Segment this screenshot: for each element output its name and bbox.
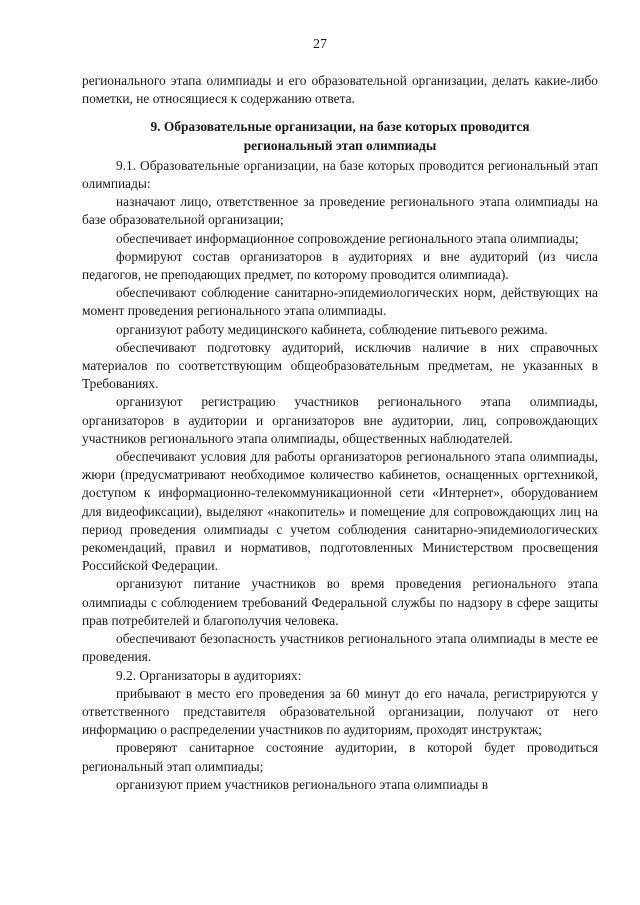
paragraph-9-2: 9.2. Организаторы в аудиториях: — [116, 667, 302, 683]
paragraph: формируют состав организаторов в аудиториях и вне аудиторий (из числа педагогов, не преподающих предмет, по которому проводится олимпиада). — [82, 248, 598, 283]
section-heading: 9. Образовательные организации, на базе которых проводится региональный этап олимпиады — [150, 119, 530, 153]
paragraph: обеспечивают условия для работы организаторов регионального этапа олимпиады, жюри (предусматривают необходимое количество кабинетов, оснащенных оргтехникой, доступом к информационно-телекоммуникационной сети «Интернет», оборудованием для видеофиксации), выделяют «накопитель» и помещение для сопровождающих лиц на период проведения олимпиады с учетом соблюдения санитарно-эпидемиологических рекомендаций, правил и нормативов, подготовленных Министерством просвещения Российской Федерации. — [82, 449, 598, 574]
paragraph: организуют регистрацию участников регионального этапа олимпиады, организаторов в аудитории и организаторов вне аудитории, лиц, сопровождающих участников регионального этапа олимпиады, общественных наблюдателей. — [82, 394, 598, 446]
document-body — [82, 72, 598, 794]
intro-paragraph: регионального этапа олимпиады и его образовательной организации, делать какие-либо пометки, не относящиеся к содержанию ответа. — [82, 73, 598, 107]
paragraph-9-1: 9.1. Образовательные организации, на базе которых проводится региональный этап олимпиады: — [82, 157, 598, 192]
paragraph: обеспечивают безопасность участников регионального этапа олимпиады в месте ее проведения. — [82, 631, 598, 665]
paragraph: обеспечивают подготовку аудиторий, исключив наличие в них справочных материалов по соответствующим общеобразовательным предметам, не указанных в Требованиях. — [82, 339, 598, 392]
paragraph: организуют прием участников регионального этапа олимпиады в — [116, 776, 489, 792]
paragraph: назначают лицо, ответственное за проведение регионального этапа олимпиады на базе образовательной организации; — [82, 194, 598, 228]
paragraph: прибывают в место его проведения за 60 минут до его начала, регистрируются у ответственного представителя образовательной организации, получают от него информацию о распределении участников по аудиториям, проходят инструктаж; — [82, 685, 598, 738]
page-number: 27 — [313, 37, 327, 52]
paragraph: организуют питание участников во время проведения регионального этапа олимпиады с соблюдением требований Федеральной службы по надзору в сфере защиты прав потребителей и благополучия человека. — [82, 576, 598, 628]
paragraph: проверяют санитарное состояние аудитории, в которой будет проводиться региональный этап олимпиады; — [82, 740, 598, 774]
paragraph: обеспечивают соблюдение санитарно-эпидемиологических норм, действующих на момент проведения регионального этапа олимпиады. — [82, 285, 598, 319]
paragraph: обеспечивает информационное сопровождение регионального этапа олимпиады; — [116, 230, 579, 246]
paragraph: организуют работу медицинского кабинета, соблюдение питьевого режима. — [116, 321, 548, 337]
